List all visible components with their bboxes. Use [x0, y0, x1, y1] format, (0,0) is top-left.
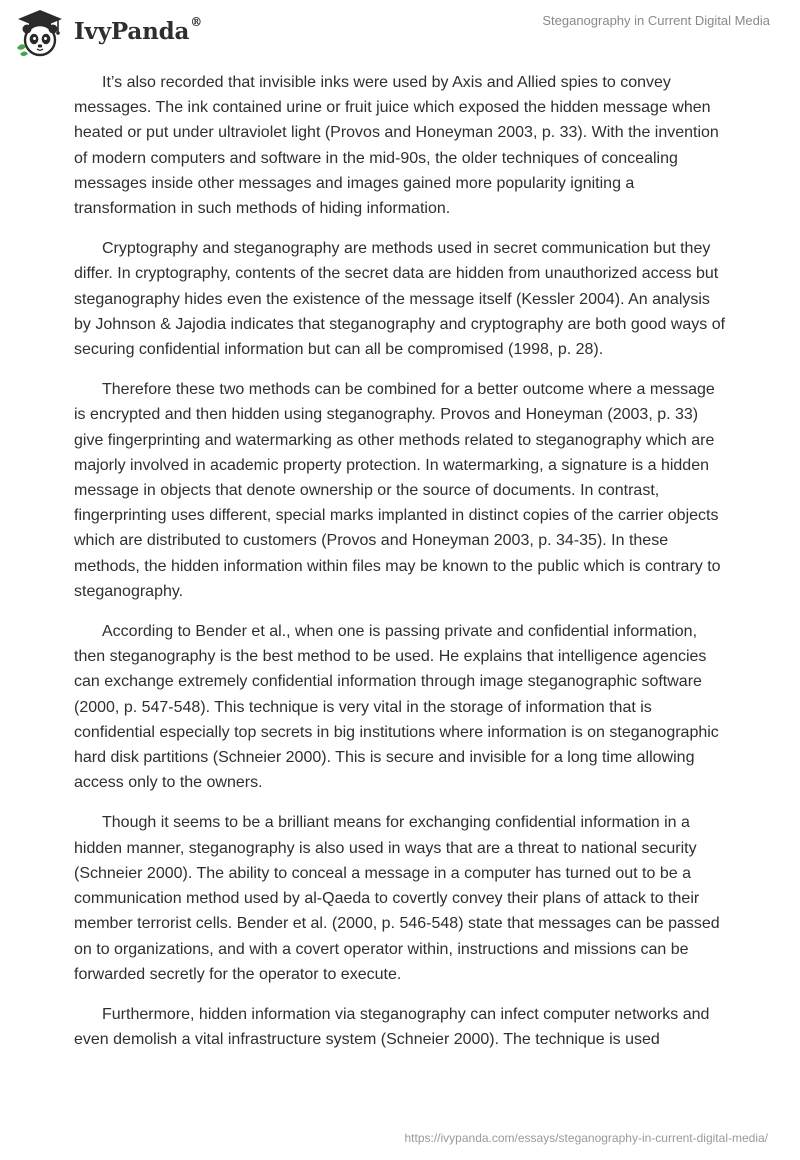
source-url-link[interactable]: https://ivypanda.com/essays/steganography-in-current-digital-media/ — [404, 1131, 768, 1145]
paragraph: Therefore these two methods can be combined for a better outcome where a message is encrypted and then hidden using steganography. Provos and Honeyman (2003, p. 33) give fingerprinting and watermarking as other methods related to steganography which are majorly involved in academic property protection. In watermarking, a signature is a hidden message in objects that denote ownership or the source of documents. In contrast, fingerprinting uses different, special marks implanted in distinct copies of the carrier objects which are distributed to customers (Provos and Honeyman 2003, p. 34-35). In these methods, the hidden information within files may be known to the public which is contrary to steganography. — [74, 381, 721, 600]
essay-body — [74, 70, 726, 1067]
brand-name[interactable] — [74, 15, 202, 45]
brand-label: IvyPanda — [74, 18, 190, 45]
paragraph: According to Bender et al., when one is passing private and confidential information, then steganography is the best method to be used. He explains that intelligence agencies can exchange extremely confidential information through image steganographic software (2000, p. 547-548). This technique is very vital in the storage of information that is confidential especially top secrets in big institutions where information is on steganographic hard disk partitions (Schneier 2000). This is secure and invisible for a long time allowing access only to the owners. — [74, 623, 719, 792]
paragraph: Furthermore, hidden information via steganography can infect computer networks and even demolish a vital infrastructure system (Schneier 2000). The technique is used — [74, 1005, 710, 1049]
document-title: Steganography in Current Digital Media — [542, 13, 770, 28]
panda-graduation-cap-icon[interactable] — [14, 8, 66, 58]
paragraph: Cryptography and steganography are methods used in secret communication but they differ. In cryptography, contents of the secret data are hidden from unauthorized access but steganography hides even the existence of the message itself (Kessler 2004). An analysis by Johnson & Jajodia indicates that steganography and cryptography are both good ways of securing confidential information but can all be compromised (1998, p. 28). — [74, 240, 726, 359]
paragraph: Though it seems to be a brilliant means for exchanging confidential information in a hidden manner, steganography is also used in ways that are a threat to national security (Schneier 2000). The ability to conceal a message in a computer has turned out to be a communication method used by al-Qaeda to covertly convey their plans of attack to their member terrorist cells. Bender et al. (2000, p. 546-548) state that messages can be passed on to organizations, and with a covert operator within, instructions and missions can be forwarded secretly for the operator to execute. — [74, 814, 720, 983]
paragraph: It’s also recorded that invisible inks were used by Axis and Allied spies to convey messages. The ink contained urine or fruit juice which exposed the hidden message when heated or put under ultraviolet light (Provos and Honeyman 2003, p. 33). With the invention of modern computers and software in the mid-90s, the older techniques of concealing messages inside other messages and images gained more popularity igniting a transformation in such methods of hiding information. — [74, 74, 719, 218]
registered-mark: ® — [190, 15, 202, 30]
page-header — [0, 0, 800, 66]
